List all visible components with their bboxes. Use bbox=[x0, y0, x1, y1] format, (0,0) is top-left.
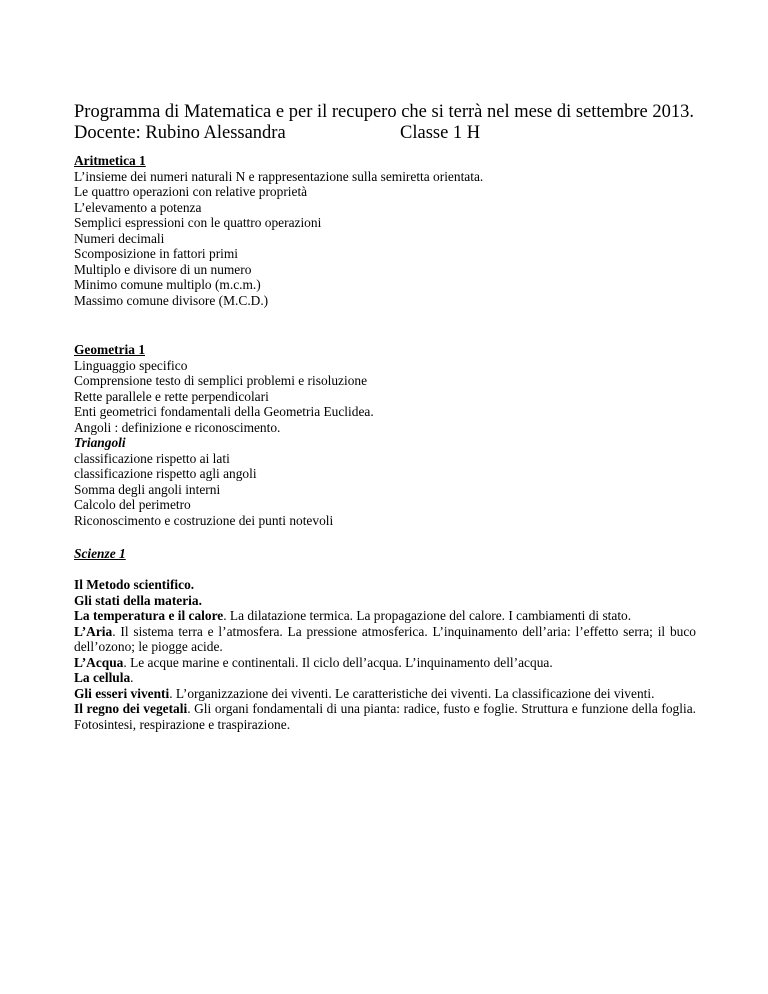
entry-heading: L’Aria bbox=[74, 623, 113, 639]
document-title: Programma di Matematica e per il recupero che si terrà nel mese di settembre 2013. bbox=[74, 102, 695, 122]
list-item: L’insieme dei numeri naturali N e rappresentazione sulla semiretta orientata. bbox=[74, 168, 484, 184]
entry-text: . bbox=[130, 670, 134, 685]
entry-text: . La dilatazione termica. La propagazione del calore. I cambiamenti di stato. bbox=[223, 608, 632, 623]
section-geometria bbox=[74, 342, 696, 528]
section-title-scienze: Scienze 1 bbox=[74, 546, 126, 561]
list-item: Linguaggio specifico bbox=[74, 357, 188, 373]
list-item: Enti geometrici fondamentali della Geometria Euclidea. bbox=[74, 404, 374, 419]
science-entry bbox=[74, 608, 696, 624]
subheading-triangoli: Triangoli bbox=[74, 435, 126, 450]
list-item: Rette parallele e rette perpendicolari bbox=[74, 388, 269, 404]
entry-heading: L’Acqua bbox=[74, 654, 124, 670]
list-item: Riconoscimento e costruzione dei punti notevoli bbox=[74, 512, 334, 528]
list-item: Le quattro operazioni con relative proprietà bbox=[74, 184, 308, 199]
list-item: Numeri decimali bbox=[74, 230, 165, 246]
entry-text: . Le acque marine e continentali. Il ciclo dell’acqua. L’inquinamento dell’acqua. bbox=[123, 654, 553, 670]
entry-heading: La cellula bbox=[74, 670, 131, 685]
section-aritmetica bbox=[74, 153, 696, 308]
spacer bbox=[74, 562, 696, 578]
science-entry bbox=[74, 655, 696, 671]
section-scienze bbox=[74, 546, 696, 732]
list-item: Massimo comune divisore (M.C.D.) bbox=[74, 292, 269, 308]
entry-heading: Il Metodo scientifico. bbox=[74, 577, 195, 592]
list-item: Multiplo e divisore di un numero bbox=[74, 261, 252, 277]
entry-text: . Il sistema terra e l’atmosfera. La pressione atmosferica. L’inquinamento dell’aria: l’effetto serra; il buco dell’ozono; le piogge acide. bbox=[74, 623, 696, 654]
entry-heading: Il regno dei vegetali bbox=[74, 701, 188, 716]
entry-text: . L’organizzazione dei viventi. Le caratteristiche dei viventi. La classificazione dei viventi. bbox=[169, 685, 655, 701]
list-item: Angoli : definizione e riconoscimento. bbox=[74, 419, 281, 435]
document-header bbox=[74, 102, 734, 144]
science-entry bbox=[74, 686, 696, 702]
list-item: L’elevamento a potenza bbox=[74, 199, 202, 215]
teacher-class-line bbox=[74, 123, 734, 144]
list-item: Calcolo del perimetro bbox=[74, 497, 191, 512]
entry-heading: Gli stati della materia. bbox=[74, 592, 202, 608]
science-entry bbox=[74, 670, 696, 686]
science-entry bbox=[74, 701, 696, 732]
list-item: Comprensione testo di semplici problemi e risoluzione bbox=[74, 373, 368, 388]
entry-text: . Gli organi fondamentali di una pianta: radice, fusto e foglie. Struttura e funzione della foglia. Fotosintesi, respirazione e traspirazione. bbox=[74, 701, 696, 732]
section-title-geometria: Geometria 1 bbox=[74, 342, 146, 357]
section-title-aritmetica: Aritmetica 1 bbox=[74, 153, 146, 168]
list-item: classificazione rispetto agli angoli bbox=[74, 466, 257, 481]
list-item: Semplici espressioni con le quattro operazioni bbox=[74, 215, 322, 230]
class-label: Classe 1 H bbox=[400, 123, 481, 143]
entry-heading: La temperatura e il calore bbox=[74, 608, 224, 623]
list-item: Minimo comune multiplo (m.c.m.) bbox=[74, 277, 261, 292]
science-entry bbox=[74, 577, 696, 593]
teacher-name: Docente: Rubino Alessandra bbox=[74, 123, 286, 143]
list-item: classificazione rispetto ai lati bbox=[74, 450, 230, 466]
science-entry bbox=[74, 593, 696, 609]
list-item: Somma degli angoli interni bbox=[74, 481, 221, 497]
science-entry bbox=[74, 624, 696, 655]
entry-heading: Gli esseri viventi bbox=[74, 685, 170, 701]
list-item: Scomposizione in fattori primi bbox=[74, 246, 239, 261]
